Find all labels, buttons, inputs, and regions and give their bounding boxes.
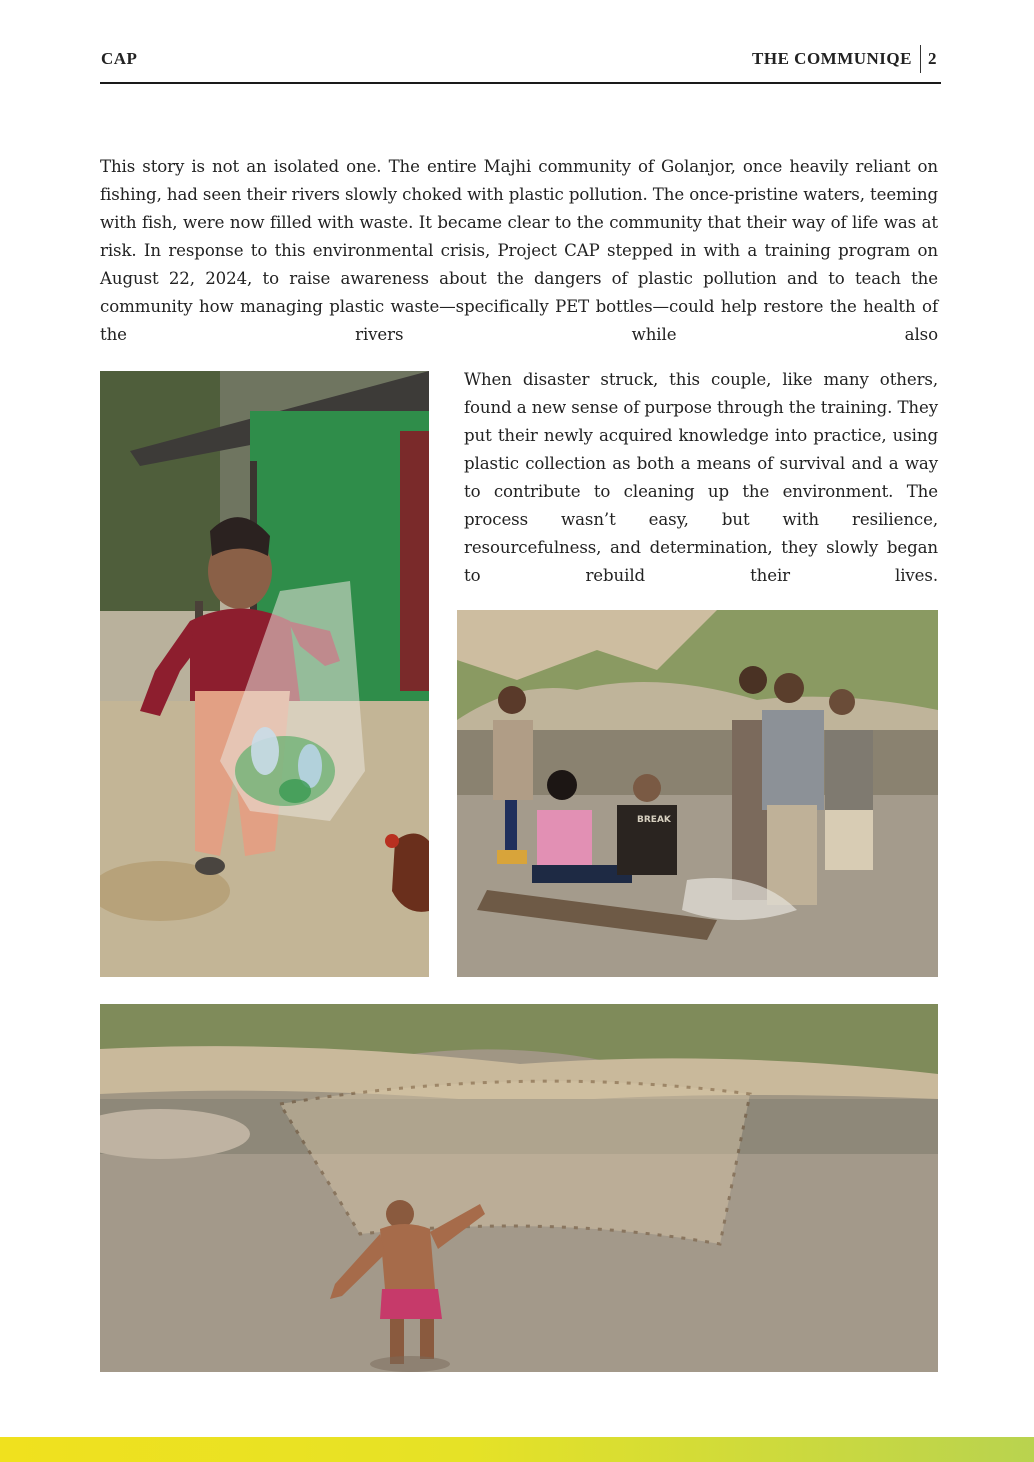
shirt-print-text: BREAK	[637, 815, 671, 825]
photo-fisherman-casting-net	[100, 1004, 938, 1372]
footer-color-bar	[0, 1437, 1034, 1462]
body-paragraph-1: This story is not an isolated one. The entire Majhi community of Golanjor, once heavily reliant on fishing, had seen their rivers slowly choked with plastic pollution. The once-pristine waters, teeming with fish, were now filled with waste. It became clear to the community that their way of life was at risk. In response to this environmental crisis, Project CAP stepped in with a training program on August 22, 2024, to raise awareness about the dangers of plastic pollution and to teach the community how managing plastic waste—specifically PET bottles—could help restore the health of the rivers while also	[100, 157, 938, 344]
photo-community-training-riverbank	[457, 610, 938, 977]
header-separator	[920, 45, 921, 73]
page-number: 2	[928, 49, 937, 68]
photo-woman-with-bottle-net	[100, 371, 429, 977]
header-rule	[100, 82, 941, 84]
header-right	[752, 44, 937, 74]
header-brand: CAP	[101, 49, 138, 68]
header-title: THE COMMUNIQE	[752, 49, 912, 68]
body-paragraph-2: When disaster struck, this couple, like many others, found a new sense of purpose through the training. They put their newly acquired knowledge into practice, using plastic collection as both a means of survival and a way to contribute to cleaning up the environment. The process wasn’t easy, but with resilience, resourcefulness, and determination, they slowly began to rebuild their lives.	[464, 370, 938, 585]
